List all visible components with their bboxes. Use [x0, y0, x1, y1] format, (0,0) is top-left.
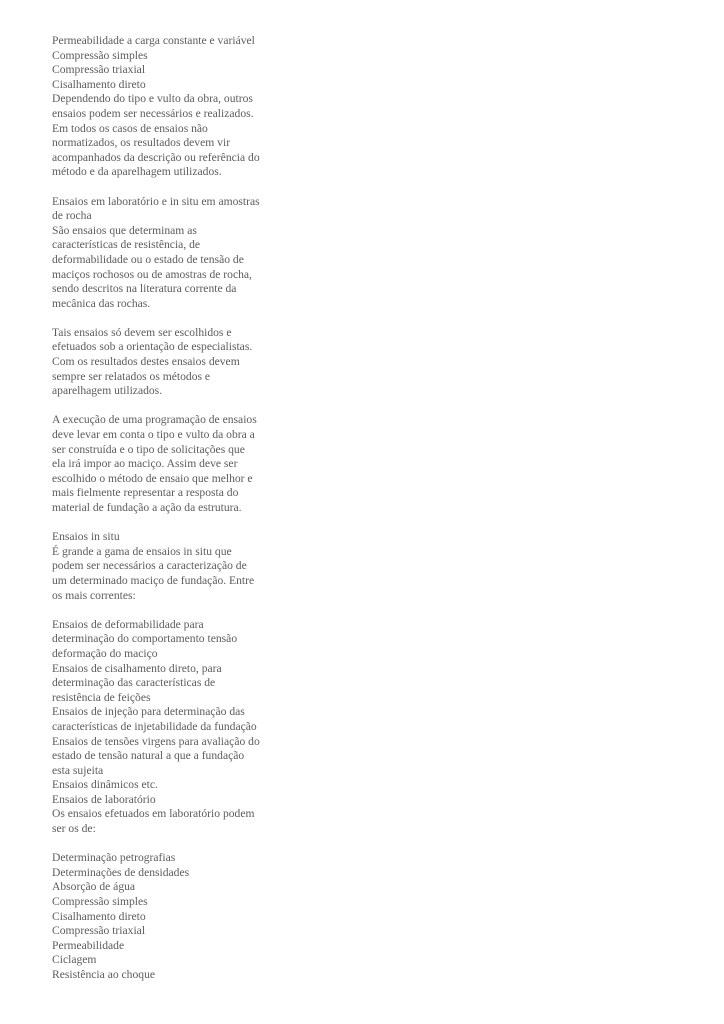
text-line: Ensaios de cisalhamento direto, para [52, 661, 222, 675]
text-line: deformação do maciço [52, 646, 158, 660]
text-line: determinação das características de [52, 676, 216, 690]
text-line: Ensaios de tensões virgens para avaliação do [52, 734, 260, 748]
text-line: mais fielmente representar a resposta do [52, 486, 239, 500]
text-line: Compressão triaxial [52, 924, 146, 938]
text-line: Compressão simples [52, 48, 148, 62]
text-line: podem ser necessários a caracterização de [52, 559, 247, 573]
paragraph-in-situ-list [52, 618, 292, 837]
text-line: Ensaios in situ [52, 530, 120, 544]
paragraph-test-program [52, 413, 292, 515]
text-line: características de resistência, de [52, 238, 201, 252]
text-line: mecânica das rochas. [52, 296, 151, 310]
text-line: Compressão simples [52, 895, 148, 909]
text-line: escolhido o método de ensaio que melhor e [52, 471, 253, 485]
paragraph-gap [52, 311, 292, 326]
text-line: material de fundação a ação da estrutura. [52, 501, 242, 514]
text-line: deve levar em conta o tipo e vulto da obra a [52, 428, 255, 442]
text-line: efetuados sob a orientação de especialistas. [52, 340, 253, 354]
paragraph-gap [52, 516, 292, 531]
text-line: método e da aparelhagem utilizados. [52, 165, 222, 179]
paragraph-in-situ-tests [52, 530, 292, 603]
text-line: ser os de: [52, 822, 96, 836]
paragraph-gap [52, 180, 292, 195]
text-line: Dependendo do tipo e vulto da obra, outros [52, 92, 253, 106]
text-line: Permeabilidade a carga constante e variável [52, 34, 255, 47]
text-line: estado de tensão natural a que a fundação [52, 749, 245, 763]
text-line: deformabilidade ou o estado de tensão de [52, 252, 244, 266]
text-line: Ensaios de injeção para determinação das [52, 705, 245, 719]
text-line: Resistência ao choque [52, 968, 156, 981]
text-line: A execução de uma programação de ensaios [52, 413, 257, 427]
text-line: esta sujeita [52, 763, 104, 777]
document-page [52, 34, 292, 983]
text-line: ela irá impor ao maciço. Assim deve ser [52, 457, 238, 471]
text-line: Ensaios dinâmicos etc. [52, 778, 158, 792]
paragraph-test-list-continued [52, 34, 292, 180]
paragraph-rock-tests [52, 195, 292, 312]
text-line: Ensaios de laboratório [52, 792, 156, 806]
paragraph-gap [52, 399, 292, 414]
text-line: Determinações de densidades [52, 865, 190, 879]
text-line: de rocha [52, 209, 92, 223]
text-line: sempre ser relatados os métodos e [52, 369, 211, 383]
text-line: Determinação petrografias [52, 851, 176, 865]
text-line: acompanhados da descrição ou referência do [52, 150, 260, 164]
text-line: maciços rochosos ou de amostras de rocha, [52, 267, 252, 281]
text-line: Ensaios em laboratório e in situ em amostras [52, 194, 260, 208]
text-line: Em todos os casos de ensaios não [52, 121, 208, 135]
text-line: determinação do comportamento tensão [52, 632, 238, 646]
paragraph-gap [52, 603, 292, 618]
paragraph-gap [52, 837, 292, 852]
text-line: Os ensaios efetuados em laboratório podem [52, 807, 255, 821]
text-line: Cisalhamento direto [52, 909, 146, 923]
text-line: aparelhagem utilizados. [52, 384, 163, 398]
text-line: características de injetabilidade da fundação [52, 719, 257, 733]
paragraph-lab-tests-list [52, 851, 292, 982]
text-line: Com os resultados destes ensaios devem [52, 355, 240, 369]
text-line: ser construída e o tipo de solicitações que [52, 442, 245, 456]
text-line: ensaios podem ser necessários e realizados. [52, 106, 254, 120]
text-line: sendo descritos na literatura corrente da [52, 282, 237, 296]
text-line: normatizados, os resultados devem vir [52, 136, 231, 150]
text-line: resistência de feições [52, 690, 151, 704]
paragraph-specialists [52, 326, 292, 399]
text-line: É grande a gama de ensaios in situ que [52, 544, 232, 558]
text-line: Cisalhamento direto [52, 77, 146, 91]
text-line: Compressão triaxial [52, 63, 146, 77]
text-line: Ciclagem [52, 953, 97, 967]
text-line: um determinado maciço de fundação. Entre [52, 573, 255, 587]
text-line: Absorção de água [52, 880, 136, 894]
text-line: Ensaios de deformabilidade para [52, 617, 204, 631]
text-line: Tais ensaios só devem ser escolhidos e [52, 325, 232, 339]
text-line: os mais correntes: [52, 588, 136, 602]
text-line: Permeabilidade [52, 938, 125, 952]
text-line: São ensaios que determinam as [52, 223, 197, 237]
